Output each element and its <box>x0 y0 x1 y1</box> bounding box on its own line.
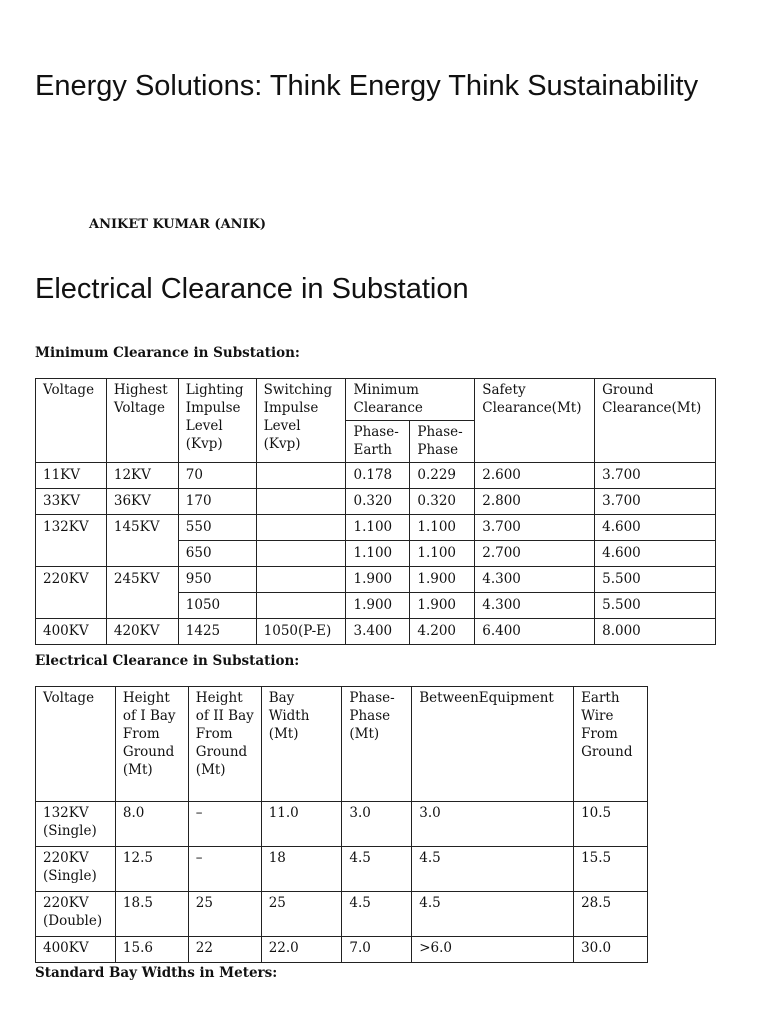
table-row <box>36 463 716 489</box>
cell-phase-phase: 1.100 <box>410 515 475 541</box>
section-heading-minimum-clearance: Minimum Clearance in Substation: <box>35 345 300 361</box>
cell-safety-clearance: 6.400 <box>475 619 595 645</box>
cell-ground-clearance: 8.000 <box>595 619 716 645</box>
cell-phase-earth: 1.100 <box>346 515 410 541</box>
cell-phase-phase: 1.900 <box>410 567 475 593</box>
cell-between-equipment: 3.0 <box>412 802 574 847</box>
minimum-clearance-table <box>35 378 716 645</box>
cell-bay-width: 25 <box>261 892 342 937</box>
post-title: Electrical Clearance in Substation <box>35 273 469 305</box>
cell-earth-wire: 28.5 <box>574 892 648 937</box>
cell-ground-clearance: 4.600 <box>595 515 716 541</box>
section-heading-electrical-clearance: Electrical Clearance in Substation: <box>35 653 300 669</box>
author-name[interactable]: ANIKET KUMAR (ANIK) <box>89 217 267 232</box>
header-voltage: Voltage <box>36 687 116 802</box>
cell-switching-impulse <box>256 593 346 619</box>
cell-bay-width: 11.0 <box>261 802 342 847</box>
cell-phase-earth: 0.178 <box>346 463 410 489</box>
cell-voltage: 33KV <box>36 489 107 515</box>
table-row <box>36 567 716 593</box>
cell-safety-clearance: 2.700 <box>475 541 595 567</box>
cell-lighting-impulse: 70 <box>178 463 256 489</box>
cell-highest-voltage: 36KV <box>106 489 178 515</box>
table-row <box>36 489 716 515</box>
cell-phase-phase: 3.0 <box>342 802 412 847</box>
header-between-equipment: BetweenEquipment <box>412 687 574 802</box>
cell-ground-clearance: 5.500 <box>595 593 716 619</box>
cell-lighting-impulse: 170 <box>178 489 256 515</box>
cell-phase-earth: 1.100 <box>346 541 410 567</box>
cell-height-i: 8.0 <box>115 802 188 847</box>
cell-switching-impulse <box>256 515 346 541</box>
cell-ground-clearance: 4.600 <box>595 541 716 567</box>
cell-earth-wire: 10.5 <box>574 802 648 847</box>
cell-switching-impulse <box>256 489 346 515</box>
site-title[interactable]: Energy Solutions: Think Energy Think Sustainability <box>35 70 699 102</box>
cell-phase-phase: 0.229 <box>410 463 475 489</box>
cell-voltage: 400KV <box>36 619 107 645</box>
cell-safety-clearance: 3.700 <box>475 515 595 541</box>
header-voltage: Voltage <box>36 379 107 463</box>
header-phase-phase: Phase-Phase <box>410 421 475 463</box>
header-lighting-impulse: Lighting Impulse Level (Kvp) <box>178 379 256 463</box>
cell-phase-phase: 0.320 <box>410 489 475 515</box>
cell-voltage: 132KV (Single) <box>36 802 116 847</box>
cell-highest-voltage: 145KV <box>106 515 178 567</box>
header-height-i-bay: Height of I Bay From Ground (Mt) <box>115 687 188 802</box>
cell-safety-clearance: 4.300 <box>475 567 595 593</box>
cell-highest-voltage: 12KV <box>106 463 178 489</box>
cell-highest-voltage: 420KV <box>106 619 178 645</box>
electrical-clearance-table <box>35 686 648 963</box>
cell-phase-phase: 4.5 <box>342 892 412 937</box>
header-phase-phase: Phase-Phase (Mt) <box>342 687 412 802</box>
header-phase-earth: Phase-Earth <box>346 421 410 463</box>
cell-bay-width: 22.0 <box>261 937 342 963</box>
cell-phase-earth: 1.900 <box>346 593 410 619</box>
table-row <box>36 802 648 847</box>
cell-height-i: 15.6 <box>115 937 188 963</box>
cell-safety-clearance: 4.300 <box>475 593 595 619</box>
cell-lighting-impulse: 550 <box>178 515 256 541</box>
cell-voltage: 220KV (Single) <box>36 847 116 892</box>
cell-switching-impulse <box>256 541 346 567</box>
header-switching-impulse: Switching Impulse Level (Kvp) <box>256 379 346 463</box>
cell-between-equipment: >6.0 <box>412 937 574 963</box>
header-ground-clearance: Ground Clearance(Mt) <box>595 379 716 463</box>
cell-voltage: 11KV <box>36 463 107 489</box>
table-row <box>36 515 716 541</box>
header-height-ii-bay: Height of II Bay From Ground (Mt) <box>188 687 261 802</box>
cell-safety-clearance: 2.800 <box>475 489 595 515</box>
cell-phase-earth: 0.320 <box>346 489 410 515</box>
cell-switching-impulse <box>256 567 346 593</box>
cell-lighting-impulse: 950 <box>178 567 256 593</box>
cell-phase-phase: 7.0 <box>342 937 412 963</box>
cell-highest-voltage: 245KV <box>106 567 178 619</box>
cell-voltage: 220KV <box>36 567 107 619</box>
cell-ground-clearance: 3.700 <box>595 463 716 489</box>
header-safety-clearance: Safety Clearance(Mt) <box>475 379 595 463</box>
cell-earth-wire: 15.5 <box>574 847 648 892</box>
table-row <box>36 847 648 892</box>
cell-height-ii: – <box>188 802 261 847</box>
cell-switching-impulse: 1050(P-E) <box>256 619 346 645</box>
section-heading-standard-bay-widths: Standard Bay Widths in Meters: <box>35 965 278 981</box>
table-row <box>36 619 716 645</box>
cell-voltage: 132KV <box>36 515 107 567</box>
cell-phase-earth: 3.400 <box>346 619 410 645</box>
cell-phase-phase: 1.100 <box>410 541 475 567</box>
cell-between-equipment: 4.5 <box>412 892 574 937</box>
cell-voltage: 220KV (Double) <box>36 892 116 937</box>
cell-phase-phase: 4.5 <box>342 847 412 892</box>
header-earth-wire: Earth Wire From Ground <box>574 687 648 802</box>
cell-safety-clearance: 2.600 <box>475 463 595 489</box>
cell-bay-width: 18 <box>261 847 342 892</box>
cell-height-ii: 22 <box>188 937 261 963</box>
table-row <box>36 937 648 963</box>
cell-lighting-impulse: 650 <box>178 541 256 567</box>
cell-lighting-impulse: 1050 <box>178 593 256 619</box>
cell-phase-earth: 1.900 <box>346 567 410 593</box>
cell-height-ii: – <box>188 847 261 892</box>
cell-ground-clearance: 5.500 <box>595 567 716 593</box>
cell-phase-phase: 4.200 <box>410 619 475 645</box>
cell-between-equipment: 4.5 <box>412 847 574 892</box>
table-row <box>36 892 648 937</box>
cell-ground-clearance: 3.700 <box>595 489 716 515</box>
cell-earth-wire: 30.0 <box>574 937 648 963</box>
cell-height-i: 18.5 <box>115 892 188 937</box>
cell-switching-impulse <box>256 463 346 489</box>
cell-height-i: 12.5 <box>115 847 188 892</box>
cell-height-ii: 25 <box>188 892 261 937</box>
header-minimum-clearance: Minimum Clearance <box>346 379 475 421</box>
header-bay-width: Bay Width (Mt) <box>261 687 342 802</box>
header-highest-voltage: Highest Voltage <box>106 379 178 463</box>
cell-voltage: 400KV <box>36 937 116 963</box>
cell-phase-phase: 1.900 <box>410 593 475 619</box>
cell-lighting-impulse: 1425 <box>178 619 256 645</box>
